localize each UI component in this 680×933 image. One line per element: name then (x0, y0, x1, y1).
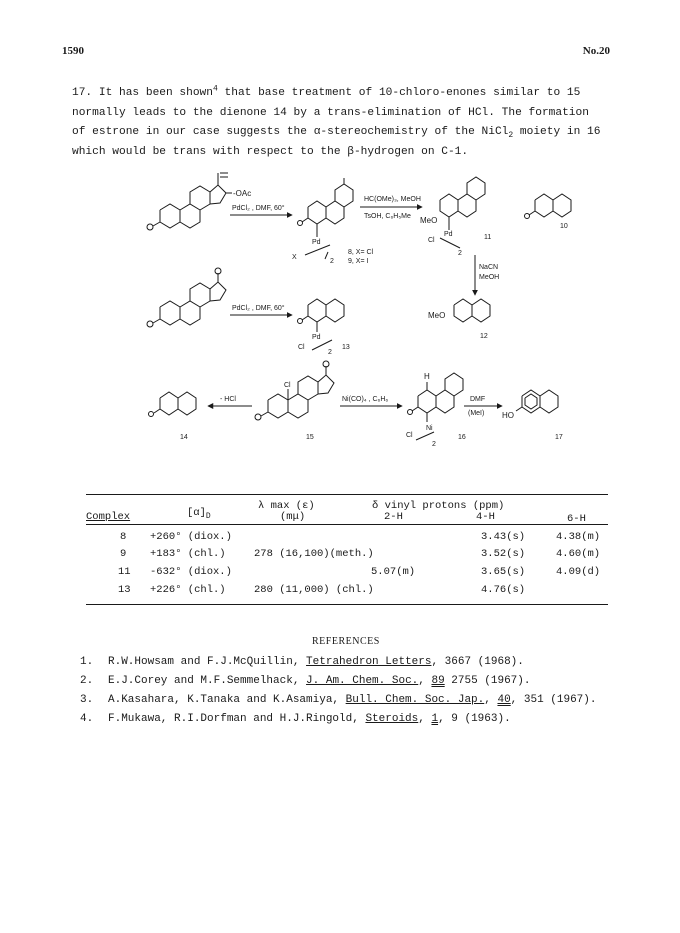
cl-label-2: Cl (298, 344, 305, 351)
dienone-10-structure (525, 194, 572, 219)
label-compound-15: 15 (306, 434, 314, 441)
footnote-17 (72, 84, 632, 162)
note-line-4: which would be trans with respect to the β-hydrogen on C-1. (72, 145, 469, 158)
references-heading: REFERENCES (312, 636, 380, 647)
cell-alpha: +226° (chl.) (150, 584, 226, 596)
cell-6h: 4.60(m) (556, 548, 601, 560)
label-compound-12: 12 (480, 333, 488, 340)
page-number: 1590 (62, 45, 84, 57)
label-complex-9: 9, X= I (348, 258, 369, 265)
steroid-dione-structure (147, 268, 226, 327)
reagent-pdcl2-top: PdCl₂ , DMF, 60° (232, 205, 285, 212)
reagent-mei: (MeI) (468, 410, 485, 417)
reagent-tsoh: TsOH, C₆H₅Me (364, 213, 411, 220)
cl-label-4: Cl (406, 432, 413, 439)
note-line-3: of estrone in our case suggests the α-stereochemistry of the NiCl$_2$ moiety in 16 (72, 126, 601, 141)
cell-complex: 8 (120, 531, 127, 543)
reference-4: 4. F.Mukawa, R.I.Dorfman and H.J.Ringold, Steroids, 1, 9 (1963). (80, 713, 511, 725)
header-2h: 2-H (384, 511, 403, 523)
cell-6h: 4.38(m) (556, 531, 601, 543)
x-label: X (292, 254, 297, 261)
cell-4h: 3.43(s) (481, 531, 526, 543)
reagent-pdcl2-mid: PdCl₂ , DMF, 60° (232, 305, 285, 312)
header-alpha: $[\alpha]_D$ (187, 507, 211, 522)
reagent-orthoformate: HC(OMe)₃, MeOH (364, 196, 421, 203)
header-lambda-unit: (mμ) (280, 511, 306, 523)
cell-6h: 4.09(d) (556, 566, 601, 578)
chloro-enone-15-structure (255, 361, 334, 420)
cell-lambda: 278 (16,100)(meth.) (254, 548, 374, 560)
cl-label-3: Cl (284, 382, 291, 389)
label-compound-13: 13 (342, 344, 350, 351)
cell-complex: 9 (120, 548, 127, 560)
label-compound-17: 17 (555, 434, 563, 441)
cell-2h: 5.07(m) (371, 566, 416, 578)
issue-number: No.20 (582, 45, 610, 57)
ho-label: HO (502, 411, 514, 420)
cell-complex: 11 (118, 566, 131, 578)
cell-alpha: +260° (diox.) (150, 531, 232, 543)
pd-complex-8-9-structure (298, 178, 354, 259)
subscript-2-d: 2 (432, 441, 436, 448)
reagent-nacn: NaCN (479, 264, 499, 271)
label-compound-16: 16 (458, 434, 466, 441)
table-bottom-rule (86, 604, 608, 605)
cell-alpha: +183° (chl.) (150, 548, 226, 560)
table-header-rule (86, 524, 608, 525)
reference-1: 1. R.W.Howsam and F.J.McQuillin, Tetrahedron Letters, 3667 (1968). (80, 656, 524, 668)
header-complex: Complex (86, 511, 131, 523)
phenol-17-structure (516, 390, 558, 413)
label-compound-10: 10 (560, 223, 568, 230)
note-line-2: normally leads to the dienone 14 by a trans-elimination of HCl. The formation (72, 106, 589, 119)
label-compound-14: 14 (180, 434, 188, 441)
cell-4h: 3.52(s) (481, 548, 526, 560)
cl-label-1: Cl (428, 237, 435, 244)
oac-label: -OAc (233, 189, 252, 198)
ni-complex-16-structure (408, 373, 464, 440)
label-complex-8: 8, X= Cl (348, 249, 374, 256)
reaction-scheme (140, 155, 580, 465)
reference-2: 2. E.J.Corey and M.F.Semmelhack, J. Am. Chem. Soc., 89 2755 (1967). (80, 675, 531, 687)
meo-label-1: MeO (420, 216, 438, 225)
note-line-1: 17. It has been shown$^4$ that base treatment of 10-chloro-enones similar to 15 (72, 84, 581, 99)
header-4h: 4-H (476, 511, 495, 523)
header-vinyl-protons: δ vinyl protons (ppm) (372, 500, 505, 512)
pd-label-2: Pd (444, 231, 453, 238)
reagent-minus-hcl: - HCl (220, 396, 236, 403)
cell-lambda: 280 (11,000) (chl.) (254, 584, 374, 596)
pd-label-1: Pd (312, 239, 321, 246)
table-top-rule (86, 494, 608, 495)
cell-alpha: -632° (diox.) (150, 566, 232, 578)
reagent-meoh: MeOH (479, 274, 500, 281)
cell-4h: 3.65(s) (481, 566, 526, 578)
cell-complex: 13 (118, 584, 131, 596)
steroid-acetate-structure (147, 173, 232, 230)
label-compound-11: 11 (484, 234, 492, 241)
cell-4h: 4.76(s) (481, 584, 526, 596)
dienone-14-structure (149, 392, 197, 417)
h-label: H (424, 372, 430, 381)
header-6h: 6-H (567, 513, 586, 525)
reference-3: 3. A.Kasahara, K.Tanaka and K.Asamiya, Bull. Chem. Soc. Jap., 40, 351 (1967). (80, 694, 597, 706)
subscript-2-a: 2 (330, 258, 334, 265)
reagent-nico4: Ni(CO)₄ , C₆H₆ (342, 396, 389, 403)
methoxy-12-structure (454, 299, 490, 322)
subscript-2-b: 2 (458, 250, 462, 257)
ni-label: Ni (426, 425, 433, 432)
pd-complex-13-structure (298, 299, 345, 350)
meo-label-2: MeO (428, 311, 446, 320)
header-lambda: λ max (ε) (258, 500, 315, 512)
reagent-dmf: DMF (470, 396, 486, 403)
pd-label-3: Pd (312, 334, 321, 341)
subscript-2-c: 2 (328, 349, 332, 356)
